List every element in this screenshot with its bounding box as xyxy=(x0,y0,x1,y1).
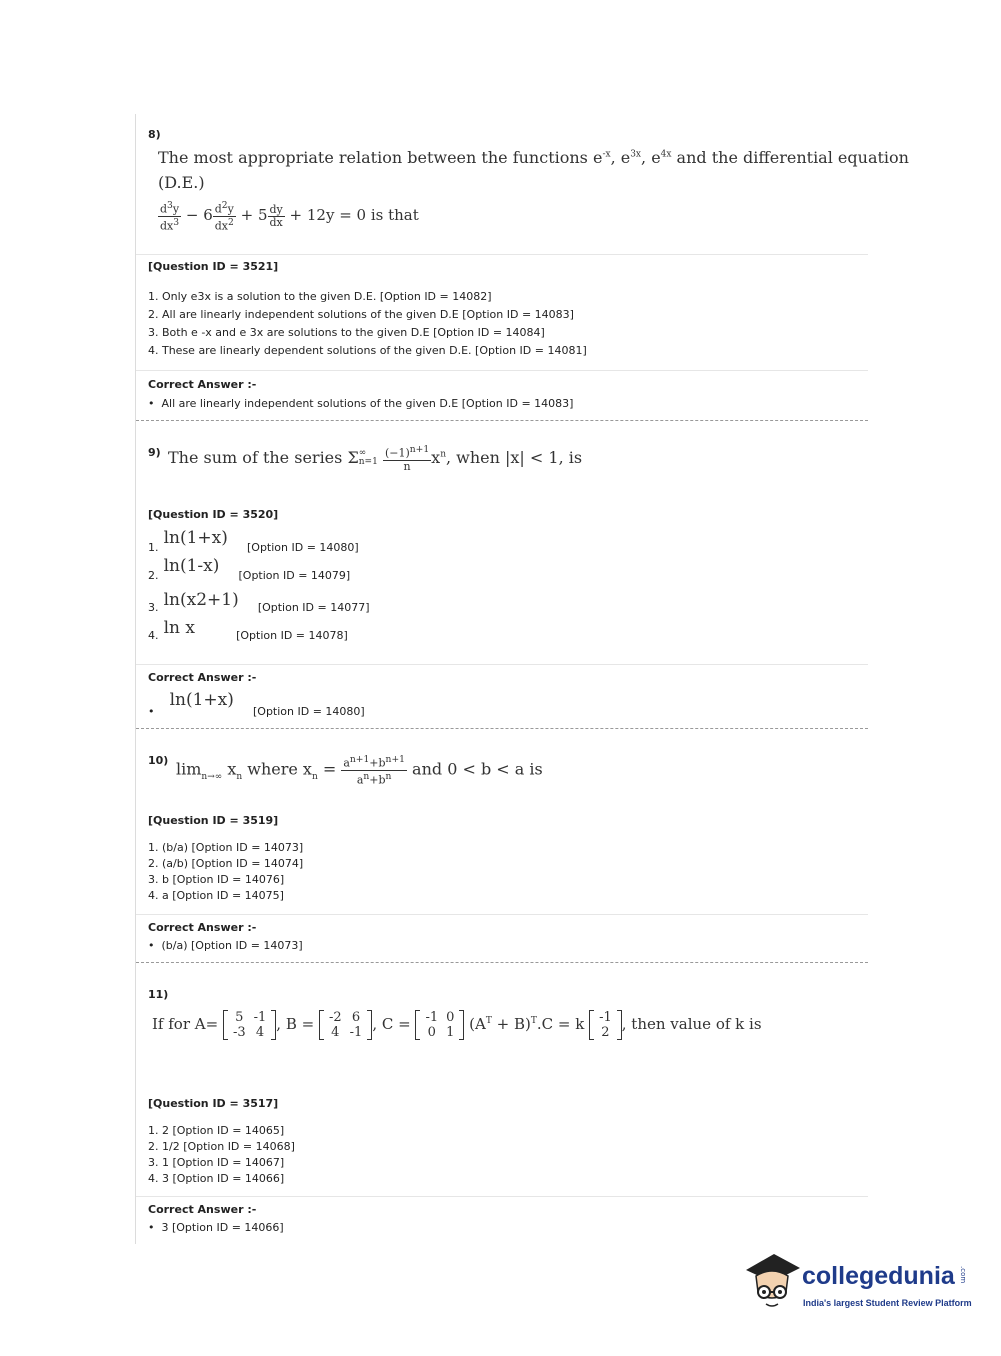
question-id: [Question ID = 3517] xyxy=(148,1097,279,1110)
correct-answer: • (b/a) [Option ID = 14073] xyxy=(148,939,303,952)
question-text: If for A= 5 -1 -3 4 , B = -2 6 4 -1 , C = -1 0 0 1 $(A^T + B)^T.C = k$ -1 2 , then value of k is xyxy=(152,1010,762,1040)
correct-answer-label: Correct Answer :- xyxy=(148,921,257,934)
question-text-line2: (D.E.) xyxy=(158,173,205,192)
question-number: 11) xyxy=(148,988,169,1001)
question-text: The sum of the series Σ ∞ n=1 $\frac{(-1)^{n+1}}{n}$ $x^n$, when |x| < 1, is xyxy=(168,444,583,473)
option: 4. ln x [Option ID = 14078] xyxy=(148,618,348,642)
question-text: The most appropriate relation between the functions $e^{-x}$, $e^{3x}$, $e^{4x}$ and the differential equation xyxy=(158,148,909,167)
dashed-separator xyxy=(136,728,868,729)
divider xyxy=(136,914,868,915)
matrix-k: -1 2 xyxy=(589,1010,622,1040)
question-id: [Question ID = 3519] xyxy=(148,814,279,827)
question-number: 8) xyxy=(148,128,161,141)
divider xyxy=(136,254,868,255)
option: 1. 2 [Option ID = 14065] xyxy=(148,1124,285,1137)
matrix-c: -1 0 0 1 xyxy=(415,1010,464,1040)
mascot-icon xyxy=(742,1252,802,1314)
left-margin-line xyxy=(135,114,136,1244)
matrix-a: 5 -1 -3 4 xyxy=(223,1010,276,1040)
divider xyxy=(136,1196,868,1197)
option: 4. 3 [Option ID = 14066] xyxy=(148,1172,285,1185)
question-id: [Question ID = 3520] xyxy=(148,508,279,521)
dashed-separator xyxy=(136,420,868,421)
option: 3. ln(x2+1) [Option ID = 14077] xyxy=(148,590,370,614)
question-number: 9) xyxy=(148,446,161,459)
collegedunia-logo xyxy=(742,1252,972,1322)
option: 1. (b/a) [Option ID = 14073] xyxy=(148,841,304,854)
matrix-b: -2 6 4 -1 xyxy=(319,1010,372,1040)
option: 2. 1/2 [Option ID = 14068] xyxy=(148,1140,295,1153)
options-list xyxy=(148,840,303,904)
question-id: [Question ID = 3521] xyxy=(148,260,279,273)
option: 1. ln(1+x) [Option ID = 14080] xyxy=(148,528,359,554)
differential-equation: $\frac{d^3y}{dx^3}$ − 6 $\frac{d^2y}{dx^2}$ + 5 $\frac{dy}{dx}$ + 12y = 0 is that xyxy=(160,200,419,233)
divider xyxy=(136,664,868,665)
options-list xyxy=(148,1123,295,1187)
option: 3. 1 [Option ID = 14067] xyxy=(148,1156,285,1169)
option: 3. Both e -x and e 3x are solutions to the given D.E [Option ID = 14084] xyxy=(148,326,545,339)
option: 3. b [Option ID = 14076] xyxy=(148,873,285,886)
correct-answer-label: Correct Answer :- xyxy=(148,671,257,684)
option: 2. ln(1-x) [Option ID = 14079] xyxy=(148,556,351,582)
correct-answer: • All are linearly independent solutions of the given D.E [Option ID = 14083] xyxy=(148,397,574,410)
option: 4. These are linearly dependent solutions of the given D.E. [Option ID = 14081] xyxy=(148,344,587,357)
question-text: $\lim_{n\to\infty} x_n$ where $x_n$ = $\frac{a^{n+1}+b^{n+1}}{a^n+b^n}$ and 0 < b < a is xyxy=(176,754,543,787)
correct-answer: • 3 [Option ID = 14066] xyxy=(148,1221,284,1234)
correct-answer-label: Correct Answer :- xyxy=(148,378,257,391)
options-list xyxy=(148,288,587,360)
correct-answer: $_•$ ln(1+x) $_{[Option ID = 14080]}$ xyxy=(148,690,365,718)
logo-tagline: India's largest Student Review Platform xyxy=(803,1298,972,1308)
dashed-separator xyxy=(136,962,868,963)
option: 2. All are linearly independent solutions of the given D.E [Option ID = 14083] xyxy=(148,308,574,321)
logo-suffix: .com xyxy=(959,1266,967,1284)
option: 2. (a/b) [Option ID = 14074] xyxy=(148,857,304,870)
option: 1. Only e3x is a solution to the given D.E. [Option ID = 14082] xyxy=(148,290,492,303)
divider xyxy=(136,370,868,371)
logo-wordmark: collegedunia xyxy=(802,1262,955,1290)
correct-answer-label: Correct Answer :- xyxy=(148,1203,257,1216)
option: 4. a [Option ID = 14075] xyxy=(148,889,284,902)
question-number: 10) xyxy=(148,754,169,767)
